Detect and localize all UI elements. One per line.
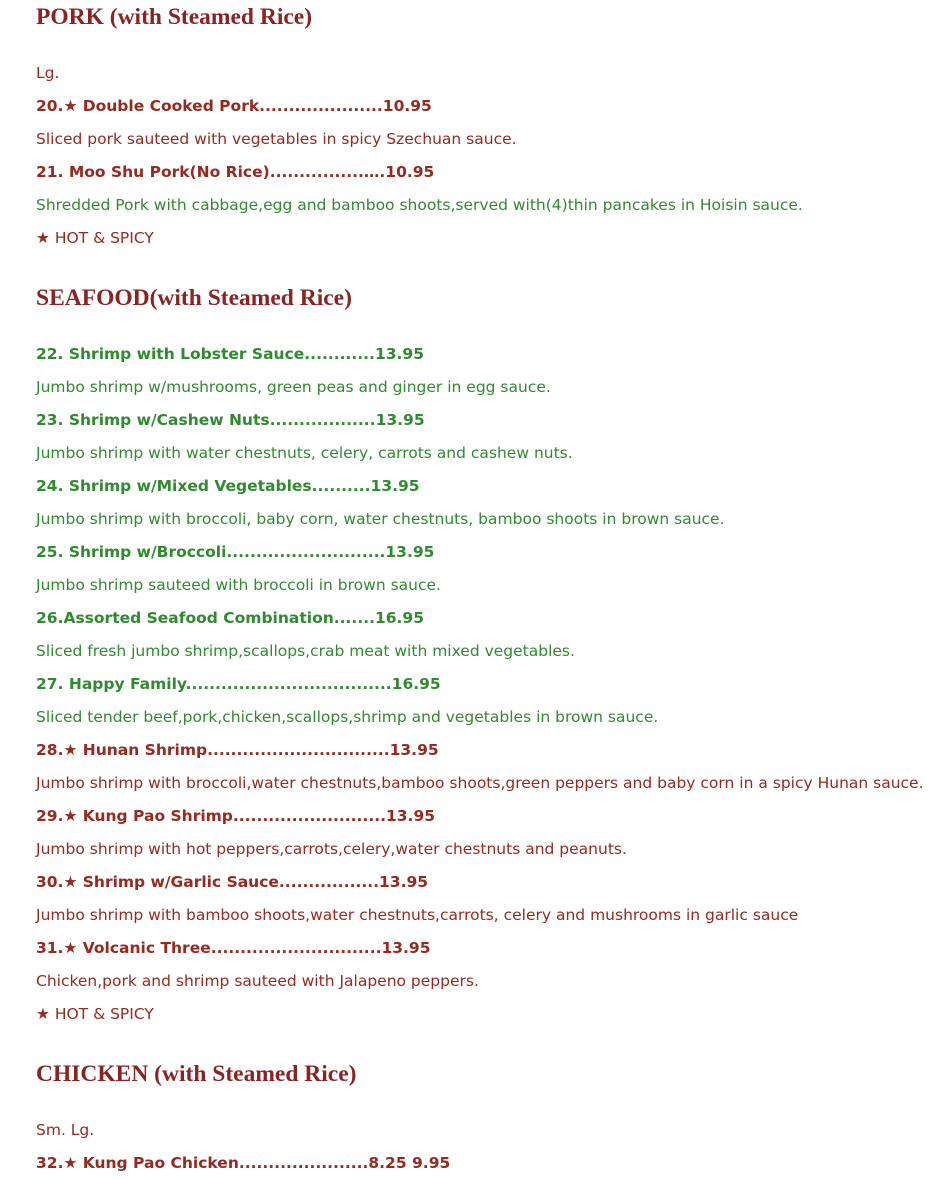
item-title: 27. Happy Family...................................16.95 — [36, 675, 441, 694]
item-title: 24. Shrimp w/Mixed Vegetables..........13.95 — [36, 477, 420, 496]
item-description: Jumbo shrimp w/mushrooms, green peas and ginger in egg sauce. — [36, 378, 551, 397]
size-label: Sm. Lg. — [36, 1121, 95, 1140]
item-description: Chicken,pork and shrimp sauteed with Jalapeno peppers. — [36, 972, 479, 991]
menu-section — [36, 1061, 914, 1180]
menu-section — [36, 285, 924, 1031]
item-title: 30.★ Shrimp w/Garlic Sauce.................13.95 — [36, 873, 429, 892]
item-title: 22. Shrimp with Lobster Sauce............13.95 — [36, 345, 424, 364]
menu-section — [36, 4, 914, 255]
spicy-note: ★ HOT & SPICY — [36, 1005, 154, 1024]
item-title: 28.★ Hunan Shrimp...............................13.95 — [36, 741, 439, 760]
item-title: 20.★ Double Cooked Pork.....................10.95 — [36, 97, 432, 116]
spicy-note: ★ HOT & SPICY — [36, 229, 154, 248]
section-heading: SEAFOOD(with Steamed Rice) — [36, 285, 352, 312]
item-description: Sliced tender beef,pork,chicken,scallops,shrimp and vegetables in brown sauce. — [36, 708, 659, 727]
item-description: Sliced pork sauteed with vegetables in spicy Szechuan sauce. — [36, 130, 517, 149]
item-description: Jumbo shrimp with hot peppers,carrots,celery,water chestnuts and peanuts. — [36, 840, 627, 859]
item-description: Jumbo shrimp with bamboo shoots,water chestnuts,carrots, celery and mushrooms in garlic sauce — [36, 906, 799, 925]
item-description: Sliced fresh jumbo shrimp,scallops,crab meat with mixed vegetables. — [36, 642, 575, 661]
item-title: 21. Moo Shu Pork(No Rice)................….10.95 — [36, 163, 435, 182]
item-title: 26.Assorted Seafood Combination.......16.95 — [36, 609, 425, 628]
item-description: Jumbo shrimp with broccoli,water chestnuts,bamboo shoots,green peppers and baby corn in a spicy Hunan sauce. — [36, 774, 924, 793]
item-title: 23. Shrimp w/Cashew Nuts..................13.95 — [36, 411, 425, 430]
item-title: 25. Shrimp w/Broccoli...........................13.95 — [36, 543, 435, 562]
clipped-item-title: 32.★ Kung Pao Chicken......................8.25 9.95 — [36, 1154, 451, 1173]
item-description: Jumbo shrimp sauteed with broccoli in brown sauce. — [36, 576, 441, 595]
item-title: 31.★ Volcanic Three.............................13.95 — [36, 939, 431, 958]
size-label: Lg. — [36, 64, 60, 83]
section-heading: PORK (with Steamed Rice) — [36, 4, 313, 30]
section-heading: CHICKEN (with Steamed Rice) — [36, 1061, 357, 1088]
item-title: 29.★ Kung Pao Shrimp..........................13.95 — [36, 807, 436, 826]
item-description: Jumbo shrimp with broccoli, baby corn, water chestnuts, bamboo shoots in brown sauce. — [36, 510, 725, 529]
item-description: Shredded Pork with cabbage,egg and bamboo shoots,served with(4)thin pancakes in Hoisin sauce. — [36, 196, 803, 215]
item-description: Jumbo shrimp with water chestnuts, celery, carrots and cashew nuts. — [36, 444, 573, 463]
